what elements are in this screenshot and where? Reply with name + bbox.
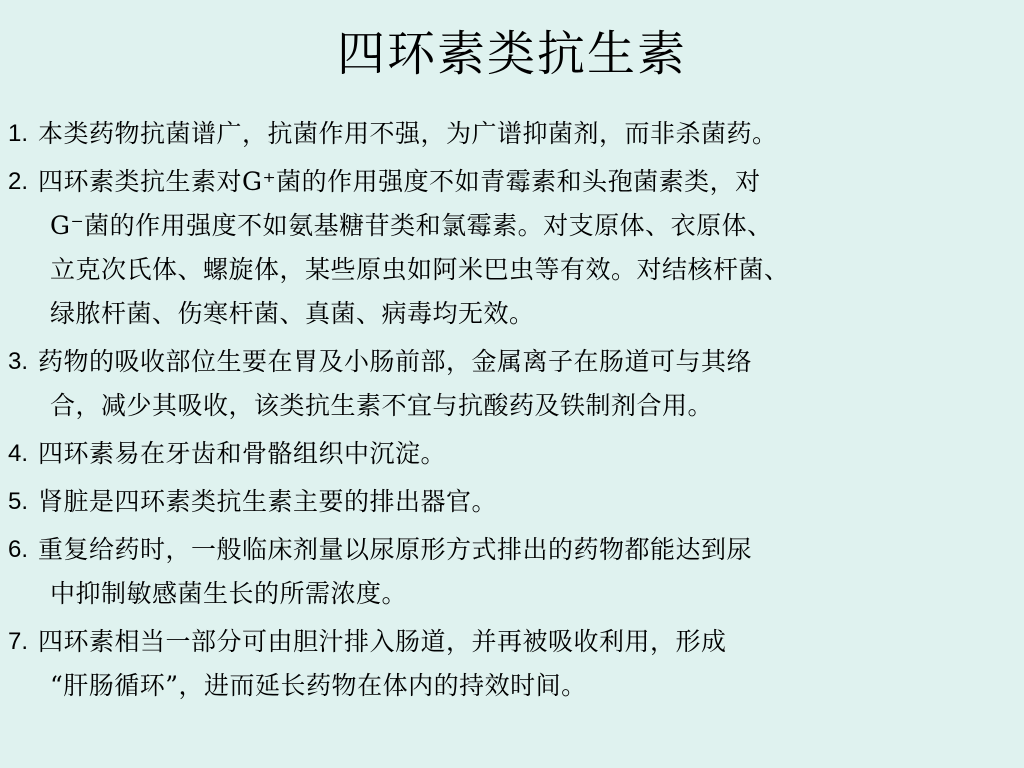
content-list	[0, 112, 1024, 708]
item-text	[38, 620, 727, 708]
item-number: 2.	[8, 168, 29, 195]
item-line: G⁻菌的作用强度不如氨基糖苷类和氯霉素。对支原体、衣原体、	[50, 211, 773, 240]
list-item-4	[0, 432, 1024, 476]
list-item-1	[0, 112, 1024, 156]
item-text	[38, 112, 778, 156]
item-text	[38, 340, 752, 428]
list-item-7	[0, 620, 1024, 708]
item-line: 四环素相当一部分可由胆汁排入肠道，并再被吸收利用，形成	[38, 627, 727, 656]
slide-title: 四环素类抗生素	[336, 26, 687, 82]
item-number: 4.	[8, 440, 29, 467]
item-line: 四环素类抗生素对G⁺菌的作用强度不如青霉素和头孢菌素类，对	[38, 167, 761, 196]
item-line: 肾脏是四环素类抗生素主要的排出器官。	[38, 487, 498, 516]
item-line: 绿脓杆菌、伤寒杆菌、真菌、病毒均无效。	[50, 299, 535, 328]
item-text	[38, 160, 790, 336]
item-line: 药物的吸收部位生要在胃及小肠前部，金属离子在肠道可与其络	[38, 347, 753, 376]
item-line: 四环素易在牙齿和骨骼组织中沉淀。	[38, 439, 447, 468]
item-number: 3.	[8, 348, 29, 375]
item-number: 5.	[8, 488, 29, 515]
item-line: 重复给药时，一般临床剂量以尿原形方式排出的药物都能达到尿	[38, 535, 753, 564]
list-item-6	[0, 528, 1024, 616]
item-line: “肝肠循环”，进而延长药物在体内的持效时间。	[50, 671, 587, 700]
list-item-3	[0, 340, 1024, 428]
item-number: 6.	[8, 536, 29, 563]
item-text	[38, 480, 497, 524]
item-text	[38, 432, 446, 476]
list-item-2	[0, 160, 1024, 336]
item-line: 本类药物抗菌谱广，抗菌作用不强，为广谱抑菌剂，而非杀菌药。	[38, 119, 778, 148]
list-item-5	[0, 480, 1024, 524]
item-text	[38, 528, 752, 616]
item-line: 合，减少其吸收，该类抗生素不宜与抗酸药及铁制剂合用。	[50, 391, 714, 420]
item-number: 7.	[8, 628, 29, 655]
item-line: 中抑制敏感菌生长的所需浓度。	[50, 579, 408, 608]
item-line: 立克次氏体、螺旋体，某些原虫如阿米巴虫等有效。对结核杆菌、	[50, 255, 790, 284]
item-number: 1.	[8, 120, 29, 147]
